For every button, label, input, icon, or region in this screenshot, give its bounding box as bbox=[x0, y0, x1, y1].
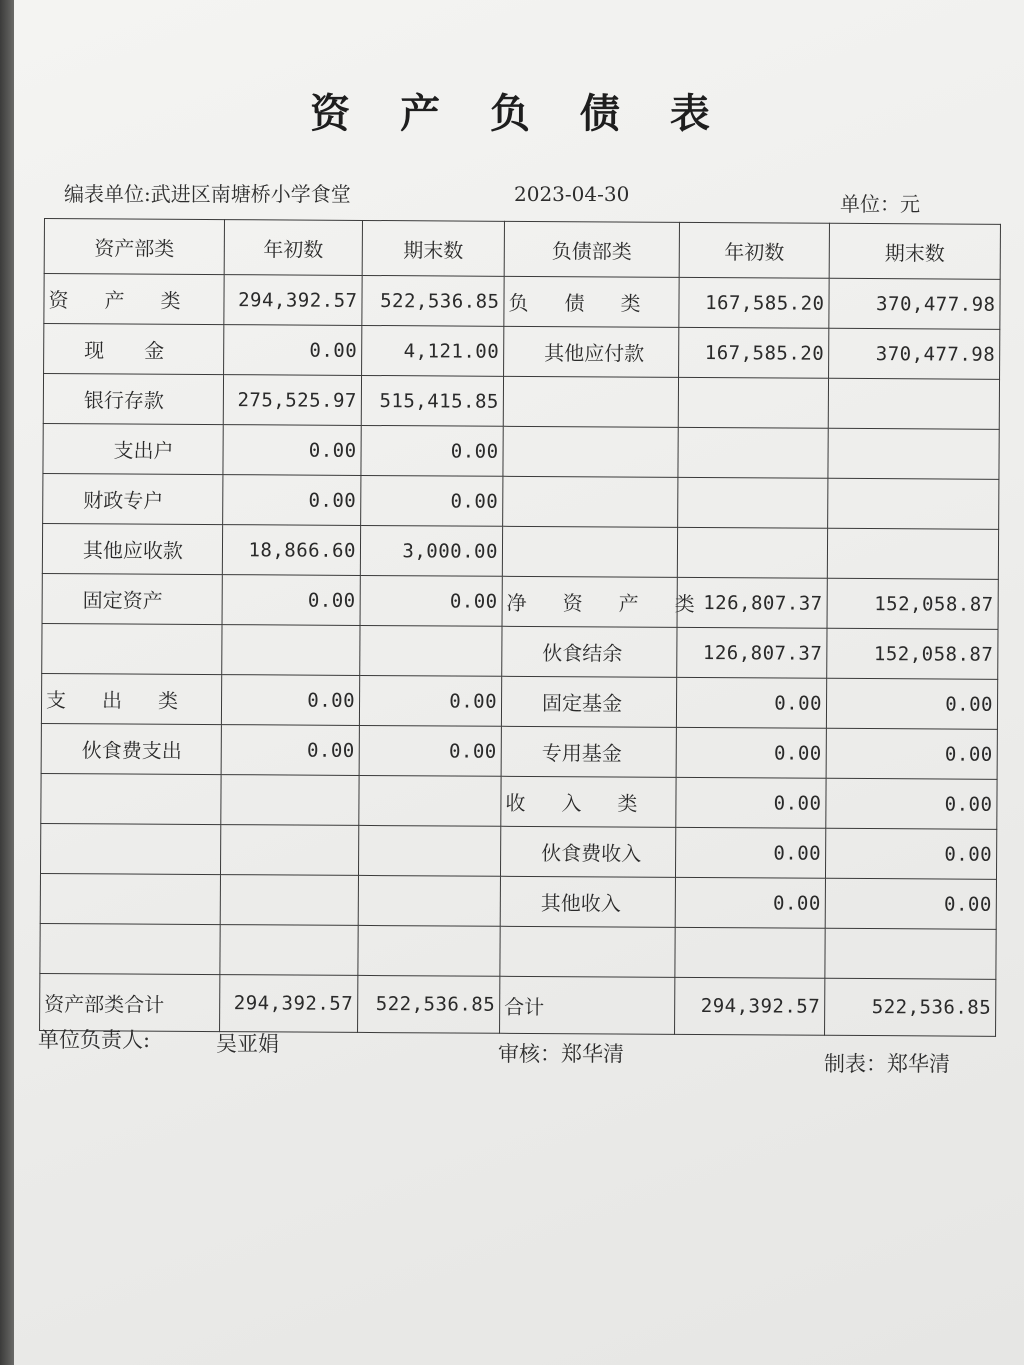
asset-begin: 0.00 bbox=[221, 725, 359, 776]
asset-end: 4,121.00 bbox=[362, 325, 504, 376]
asset-item: 资 产 类 bbox=[44, 274, 224, 325]
table-row bbox=[40, 823, 996, 879]
col-header-liability-category: 负债部类 bbox=[504, 221, 679, 277]
preparer: 制表：郑华清 bbox=[824, 1052, 950, 1076]
page-title: 资 产 负 债 表 bbox=[310, 90, 728, 137]
asset-end bbox=[360, 625, 502, 676]
asset-end bbox=[358, 825, 500, 876]
liability-item bbox=[503, 376, 678, 427]
liability-end: 152,058.87 bbox=[827, 628, 998, 679]
table-row bbox=[42, 523, 998, 579]
asset-begin bbox=[220, 875, 358, 926]
liability-begin: 0.00 bbox=[676, 677, 826, 728]
asset-begin: 18,866.60 bbox=[222, 525, 360, 576]
asset-begin bbox=[221, 775, 359, 826]
table-row bbox=[42, 623, 998, 679]
reviewer: 审核：郑华清 bbox=[498, 1042, 624, 1066]
liability-item: 专用基金 bbox=[501, 726, 676, 777]
asset-end: 522,536.85 bbox=[362, 275, 504, 326]
liability-total-begin: 294,392.57 bbox=[675, 977, 825, 1035]
liability-begin: 0.00 bbox=[676, 777, 826, 828]
liability-item bbox=[503, 426, 678, 477]
liability-item: 固定基金 bbox=[501, 676, 676, 727]
liability-end: 0.00 bbox=[825, 828, 996, 879]
asset-begin: 0.00 bbox=[223, 425, 361, 476]
liability-begin bbox=[678, 377, 828, 428]
asset-total-label: 资产部类合计 bbox=[40, 973, 220, 1031]
liability-begin: 0.00 bbox=[675, 877, 825, 928]
liability-item: 收 入 类 bbox=[501, 776, 676, 827]
liability-item: 负 债 类 bbox=[504, 276, 679, 327]
liability-begin: 126,807.37 bbox=[677, 577, 827, 628]
reporting-unit: 编表单位:武进区南塘桥小学食堂 bbox=[64, 182, 351, 206]
asset-end bbox=[358, 875, 500, 926]
asset-item bbox=[40, 873, 220, 924]
asset-end bbox=[359, 775, 501, 826]
col-header-liability-end: 期末数 bbox=[829, 223, 1000, 279]
table-row bbox=[41, 723, 997, 779]
liability-end: 370,477.98 bbox=[829, 278, 1000, 329]
liability-end: 0.00 bbox=[826, 728, 997, 779]
liability-total-label: 合计 bbox=[500, 976, 675, 1034]
asset-item bbox=[42, 623, 222, 674]
asset-begin: 0.00 bbox=[222, 575, 360, 626]
unit-head-label: 单位负责人: bbox=[38, 1028, 151, 1052]
liability-item bbox=[503, 476, 678, 527]
background-edge bbox=[0, 0, 14, 1365]
header-row bbox=[44, 219, 1000, 280]
asset-item: 现 金 bbox=[44, 324, 224, 375]
liability-begin: 126,807.37 bbox=[677, 627, 827, 678]
unit-head-name: 吴亚娟 bbox=[216, 1032, 279, 1056]
asset-total-end: 522,536.85 bbox=[358, 975, 500, 1033]
asset-total-begin: 294,392.57 bbox=[220, 975, 358, 1033]
liability-end bbox=[825, 928, 996, 979]
liability-begin: 167,585.20 bbox=[679, 277, 829, 328]
col-header-asset-end: 期末数 bbox=[362, 220, 504, 276]
liability-begin: 0.00 bbox=[676, 727, 826, 778]
asset-item: 伙食费支出 bbox=[41, 723, 221, 774]
asset-end: 0.00 bbox=[361, 425, 503, 476]
liability-begin: 0.00 bbox=[675, 827, 825, 878]
asset-begin bbox=[220, 825, 358, 876]
liability-begin bbox=[677, 527, 827, 578]
table-row bbox=[43, 473, 999, 529]
liability-end bbox=[828, 428, 999, 479]
asset-end: 0.00 bbox=[361, 475, 503, 526]
liability-end bbox=[828, 478, 999, 529]
asset-end: 0.00 bbox=[360, 575, 502, 626]
document-page bbox=[14, 0, 1024, 1365]
asset-item: 固定资产 bbox=[42, 573, 222, 624]
liability-item bbox=[500, 926, 675, 977]
asset-end: 3,000.00 bbox=[360, 525, 502, 576]
table-row bbox=[43, 423, 999, 479]
asset-item bbox=[40, 923, 220, 974]
col-header-asset-category: 资产部类 bbox=[44, 219, 224, 275]
asset-item: 支出户 bbox=[43, 423, 223, 474]
liability-end: 370,477.98 bbox=[829, 328, 1000, 379]
liability-begin bbox=[678, 427, 828, 478]
table-row bbox=[41, 673, 997, 729]
asset-end bbox=[358, 925, 500, 976]
col-header-asset-begin: 年初数 bbox=[224, 220, 362, 276]
report-date: 2023-04-30 bbox=[514, 182, 630, 206]
asset-begin: 0.00 bbox=[223, 475, 361, 526]
liability-begin bbox=[675, 927, 825, 978]
liability-item: 净 资 产 类 bbox=[502, 576, 677, 627]
liability-begin bbox=[678, 477, 828, 528]
table-row bbox=[40, 923, 996, 979]
balance-sheet-table bbox=[39, 218, 1001, 1037]
liability-item: 伙食费收入 bbox=[500, 826, 675, 877]
liability-item: 其他应付款 bbox=[504, 326, 679, 377]
asset-begin: 0.00 bbox=[224, 325, 362, 376]
table-row bbox=[42, 573, 998, 629]
table-row bbox=[40, 873, 996, 929]
liability-item bbox=[502, 526, 677, 577]
liability-end bbox=[827, 528, 998, 579]
liability-total-end: 522,536.85 bbox=[825, 978, 996, 1036]
asset-end: 0.00 bbox=[359, 675, 501, 726]
asset-item: 支 出 类 bbox=[41, 673, 221, 724]
table-row bbox=[43, 374, 999, 430]
liability-end: 152,058.87 bbox=[827, 578, 998, 629]
asset-item: 财政专户 bbox=[43, 473, 223, 524]
table-row bbox=[41, 773, 997, 829]
asset-begin bbox=[222, 625, 360, 676]
liability-end: 0.00 bbox=[825, 878, 996, 929]
asset-begin bbox=[220, 925, 358, 976]
liability-end: 0.00 bbox=[826, 678, 997, 729]
table-body bbox=[40, 274, 1001, 1037]
asset-begin: 294,392.57 bbox=[224, 275, 362, 326]
totals-row bbox=[40, 973, 996, 1036]
table-row bbox=[44, 324, 1000, 380]
asset-begin: 275,525.97 bbox=[223, 375, 361, 426]
asset-item bbox=[41, 773, 221, 824]
asset-item bbox=[40, 823, 220, 874]
asset-end: 515,415.85 bbox=[361, 375, 503, 426]
currency-unit: 单位：元 bbox=[840, 192, 920, 216]
liability-end bbox=[828, 378, 999, 429]
col-header-liability-begin: 年初数 bbox=[679, 222, 829, 278]
asset-item: 银行存款 bbox=[43, 374, 223, 425]
asset-end: 0.00 bbox=[359, 725, 501, 776]
liability-item: 其他收入 bbox=[500, 876, 675, 927]
liability-item: 伙食结余 bbox=[502, 626, 677, 677]
asset-item: 其他应收款 bbox=[42, 523, 222, 574]
table-row bbox=[44, 274, 1000, 330]
liability-begin: 167,585.20 bbox=[679, 327, 829, 378]
asset-begin: 0.00 bbox=[221, 675, 359, 726]
liability-end: 0.00 bbox=[826, 778, 997, 829]
